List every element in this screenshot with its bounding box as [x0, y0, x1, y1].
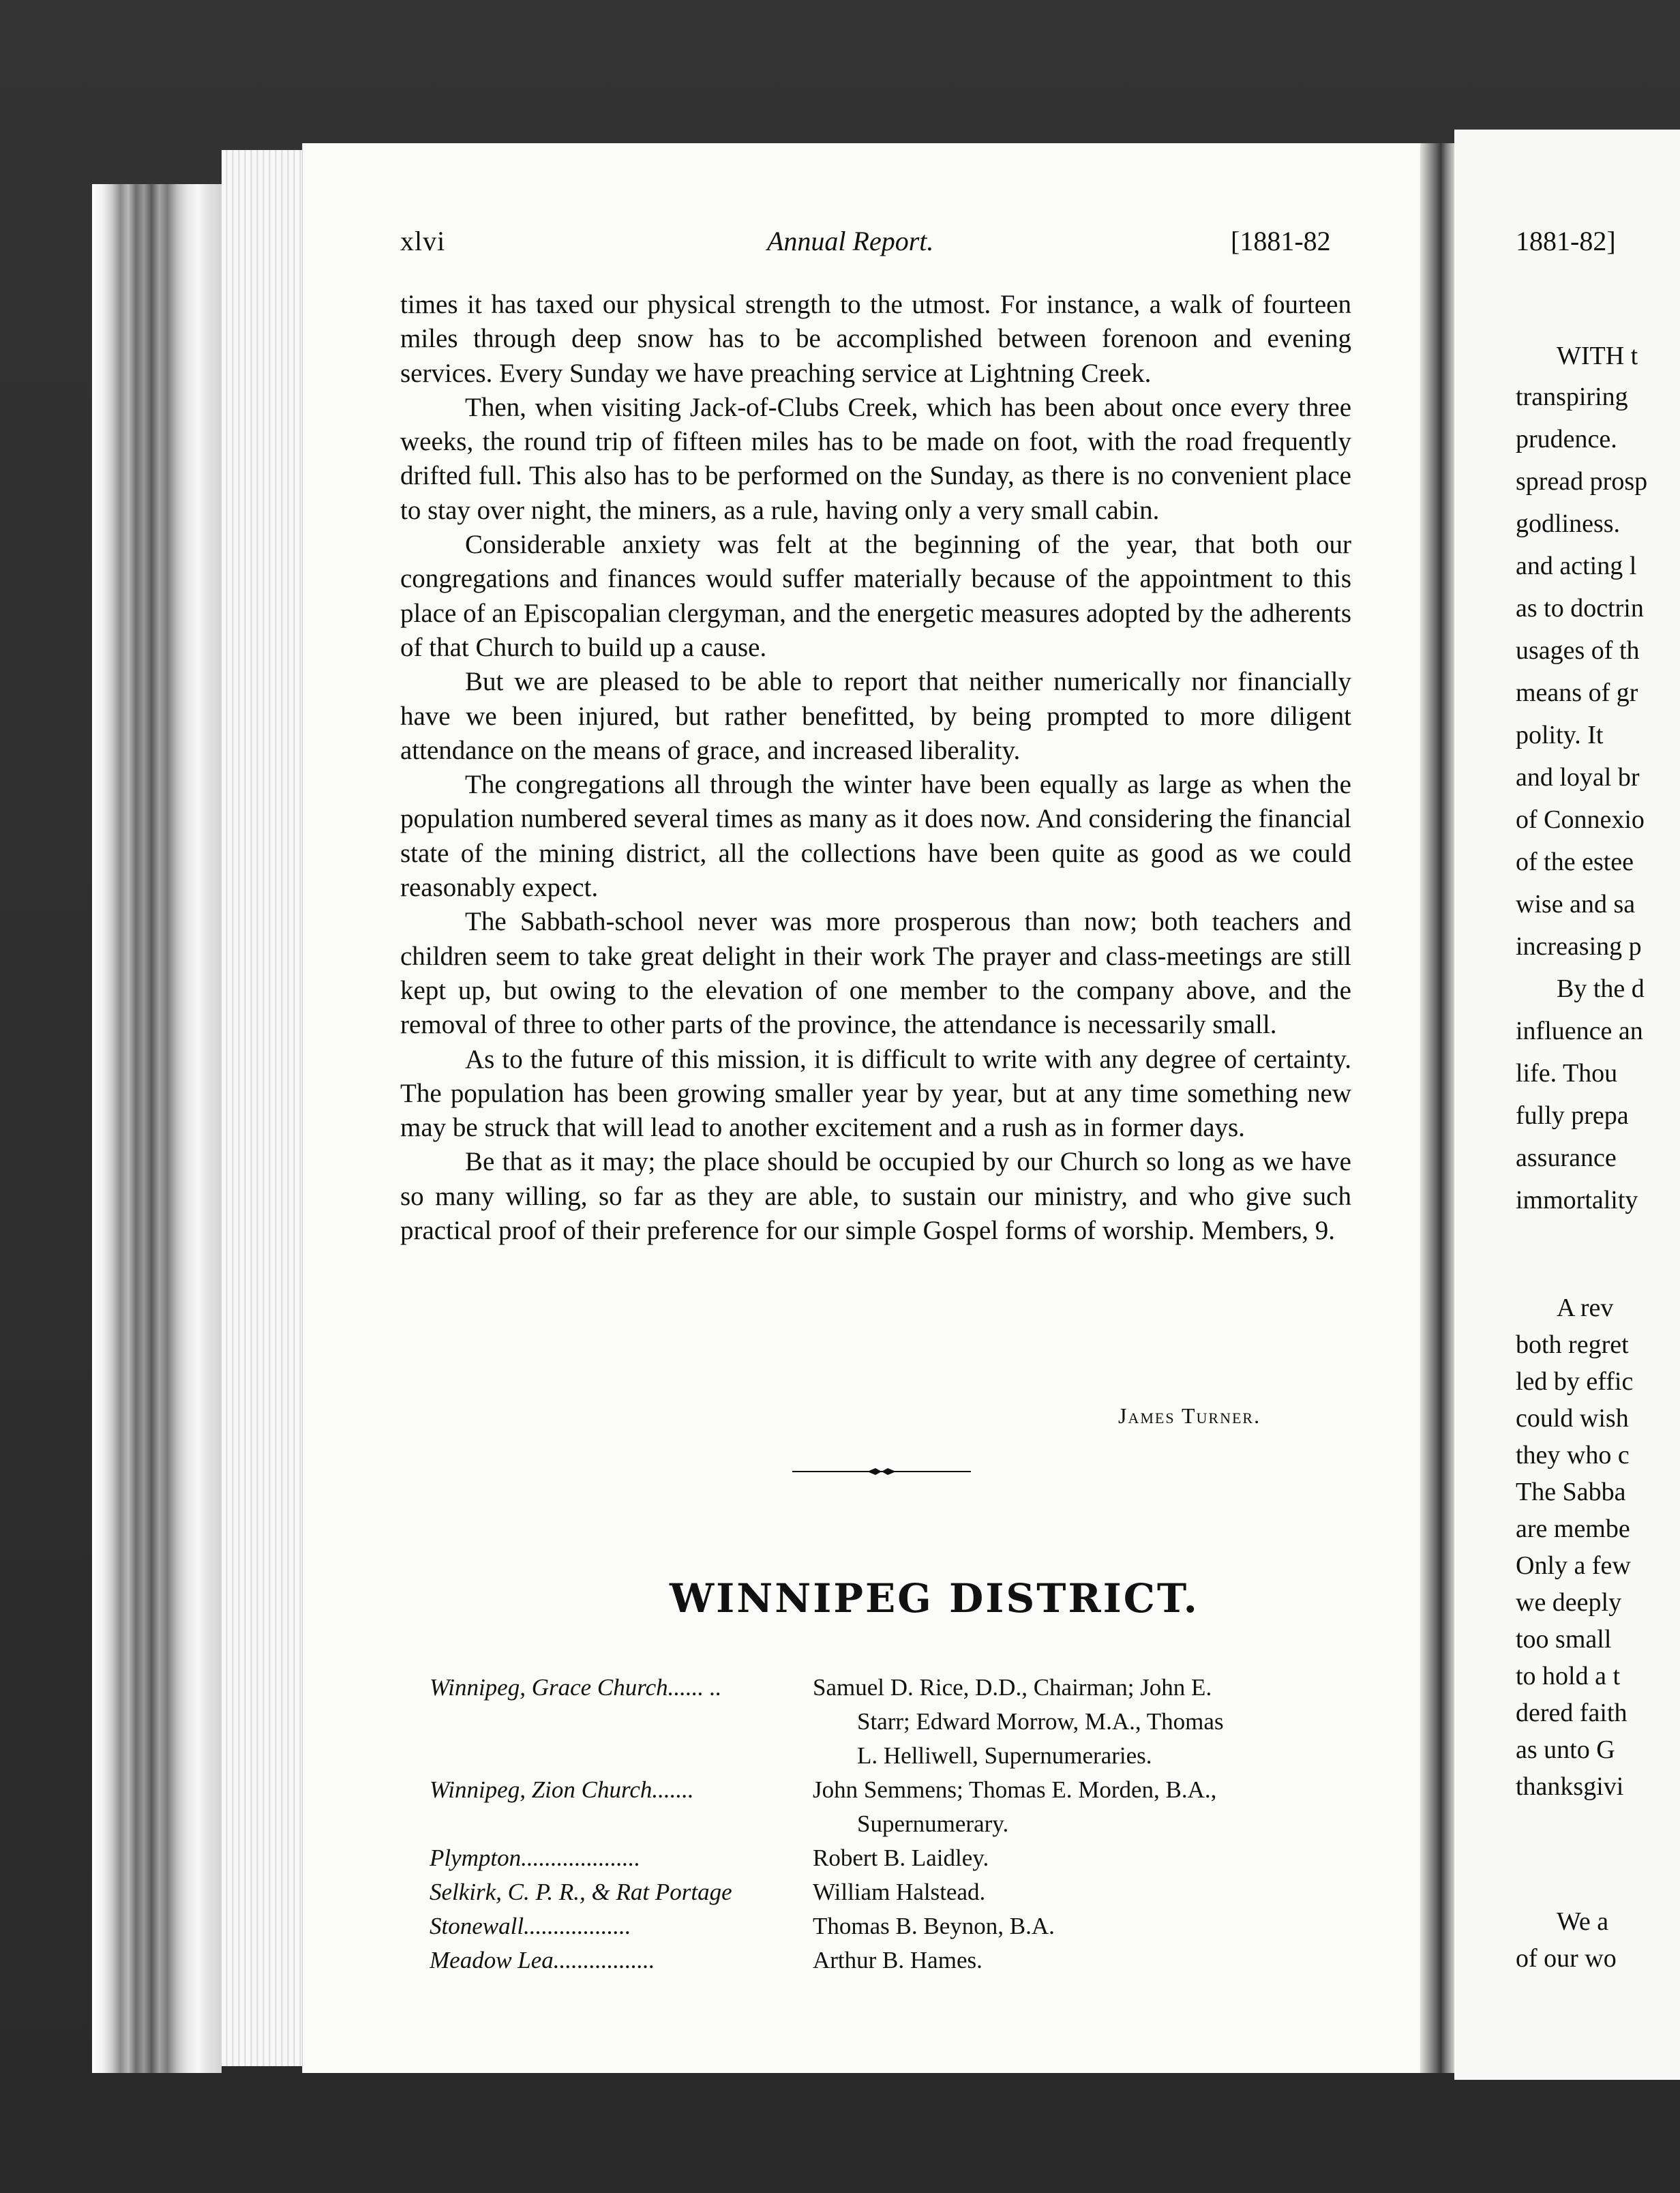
district-heading: WINNIPEG DISTRICT.: [670, 1575, 1199, 1622]
running-title: Annual Report.: [767, 226, 934, 256]
page-number: xlvi: [400, 226, 446, 256]
paragraph: As to the future of this mission, it is difficult to write with any degree of certainty. The population has been growing smaller year by year, but at any time something new may be struck that will lead to another excitement and a rush as in former days.: [400, 1044, 1351, 1143]
right-page-line: too small: [1516, 1625, 1612, 1654]
paragraph: Considerable anxiety was felt at the beginning of the year, that both our congregations and finances would suffer materially because of the appointment to this place of an Episcopalian clergyman, and the energetic measures adopted by the adherents of that Church to build up a cause.: [400, 530, 1351, 662]
appointments-list: [430, 1671, 1370, 1978]
appointment-row: [430, 1773, 1370, 1841]
appointment-row: [430, 1875, 1370, 1909]
right-page-line: A rev: [1557, 1294, 1614, 1322]
appointment-names: [813, 1671, 1338, 1773]
right-page-line: we deeply: [1516, 1588, 1622, 1617]
appointment-names: [813, 1841, 1338, 1875]
paragraph: times it has taxed our physical strength to the utmost. For instance, a walk of fourteen miles through deep snow has to be accomplished between forenoon and evening services. Every Sunday we have preaching service at Lightning Creek.: [400, 290, 1351, 388]
right-page-line: prudence.: [1516, 425, 1617, 453]
right-page-line: increasing p: [1516, 932, 1642, 961]
appointment-place: Plympton....................: [430, 1845, 641, 1871]
appointment-place: Stonewall..................: [430, 1913, 631, 1939]
paragraph: Then, when visiting Jack-of-Clubs Creek, which has been about once every three weeks, the round trip of fifteen miles has to be made on foot, with the road frequently drifted full. This also has to be performed on the Sunday, as there is no convenient place to stay over night, the miners, as a rule, having only a very small cabin.: [400, 392, 1351, 525]
paragraph: Be that as it may; the place should be occupied by our Church so long as we have so many willing, so far as they are able, to sustain our ministry, and who give such practical proof of their preference for our simple Gospel forms of worship. Members, 9.: [400, 1147, 1351, 1246]
right-page-line: and acting l: [1516, 552, 1637, 580]
names-line: Robert B. Laidley.: [813, 1845, 989, 1871]
appointment-row: [430, 1671, 1370, 1773]
paragraph: But we are pleased to be able to report that neither numerically nor financially have we been injured, but rather benefitted, by being prompted to more diligent attendance on the means of grace, and increased liberality.: [400, 667, 1351, 765]
appointment-names: [813, 1909, 1338, 1943]
names-line: John Semmens; Thomas E. Morden, B.A.,: [813, 1776, 1217, 1803]
right-page-line: transpiring: [1516, 383, 1628, 411]
right-page-line: assurance: [1516, 1144, 1617, 1172]
right-page-line: dered faith: [1516, 1699, 1627, 1727]
page-year: [1881-82: [1231, 226, 1331, 256]
right-page-line: godliness.: [1516, 509, 1621, 538]
right-page-line: wise and sa: [1516, 890, 1636, 919]
right-page-line: spread prosp: [1516, 467, 1648, 496]
right-page-line: The Sabba: [1516, 1478, 1626, 1506]
right-page-line: life. Thou: [1516, 1059, 1618, 1088]
names-line: Samuel D. Rice, D.D., Chairman; John E.: [813, 1674, 1212, 1701]
right-page-line: means of gr: [1516, 678, 1638, 707]
section-divider-ornament: [792, 1465, 971, 1478]
right-page-line: both regret: [1516, 1330, 1629, 1359]
right-page-line: of our wo: [1516, 1944, 1617, 1973]
right-page-line: influence an: [1516, 1017, 1643, 1045]
right-page-line: as to doctrin: [1516, 594, 1644, 623]
appointment-place: Meadow Lea.................: [430, 1947, 655, 1973]
right-page-line: and loyal br: [1516, 763, 1640, 792]
appointment-row: [430, 1909, 1370, 1943]
right-page-line: immortality: [1516, 1186, 1638, 1214]
right-page-line: WITH t: [1557, 342, 1638, 370]
names-line: Arthur B. Hames.: [813, 1947, 982, 1973]
names-line: William Halstead.: [813, 1879, 986, 1905]
right-page-line: as unto G: [1516, 1735, 1615, 1764]
right-page-line: to hold a t: [1516, 1662, 1621, 1690]
right-page: [1454, 130, 1680, 2080]
appointment-names: [813, 1943, 1338, 1978]
right-page-line: fully prepa: [1516, 1101, 1629, 1130]
appointment-place: Winnipeg, Zion Church.......: [430, 1776, 694, 1803]
appointment-row: [430, 1841, 1370, 1875]
right-page-line: are membe: [1516, 1515, 1630, 1543]
right-page-line: they who c: [1516, 1441, 1630, 1470]
right-page-line: We a: [1557, 1907, 1609, 1936]
right-page-line: of Connexio: [1516, 805, 1645, 834]
paragraph: The congregations all through the winter have been equally as large as when the population numbered several times as many as it does now. And considering the financial state of the mining district, all the collections have been quite as good as we could reasonably expect.: [400, 770, 1351, 903]
book-page-edges: [92, 184, 222, 2073]
right-page-line: By the d: [1557, 974, 1645, 1003]
page-stack: [222, 150, 305, 2066]
right-page-line: polity. It: [1516, 721, 1604, 749]
appointment-place: Winnipeg, Grace Church...... ..: [430, 1674, 722, 1701]
names-line: Thomas B. Beynon, B.A.: [813, 1913, 1055, 1939]
right-page-line: of the estee: [1516, 848, 1634, 876]
report-body: [400, 288, 1351, 1248]
names-line: L. Helliwell, Supernumeraries.: [857, 1742, 1152, 1769]
right-page-line: thanksgivi: [1516, 1772, 1624, 1801]
book-gutter: [1420, 143, 1454, 2073]
appointment-row: [430, 1943, 1370, 1978]
paragraph: The Sabbath-school never was more prosperous than now; both teachers and children seem to take great delight in their work The prayer and class-meetings are still kept up, but owing to the elevation of one member to the company above, and the removal of three to other parts of the province, the attendance is necessarily small.: [400, 907, 1351, 1040]
right-page-line: usages of th: [1516, 636, 1640, 665]
signature: James Turner.: [1118, 1403, 1261, 1428]
right-page-line: Only a few: [1516, 1551, 1631, 1580]
names-line: Starr; Edward Morrow, M.A., Thomas: [857, 1708, 1224, 1735]
right-page-line: led by effic: [1516, 1367, 1634, 1396]
appointment-place: Selkirk, C. P. R., & Rat Portage: [430, 1879, 732, 1905]
names-line: Supernumerary.: [857, 1810, 1009, 1837]
appointment-names: [813, 1773, 1338, 1841]
appointment-names: [813, 1875, 1338, 1909]
right-page-line: could wish: [1516, 1404, 1629, 1433]
right-page-year: 1881-82]: [1516, 226, 1616, 256]
